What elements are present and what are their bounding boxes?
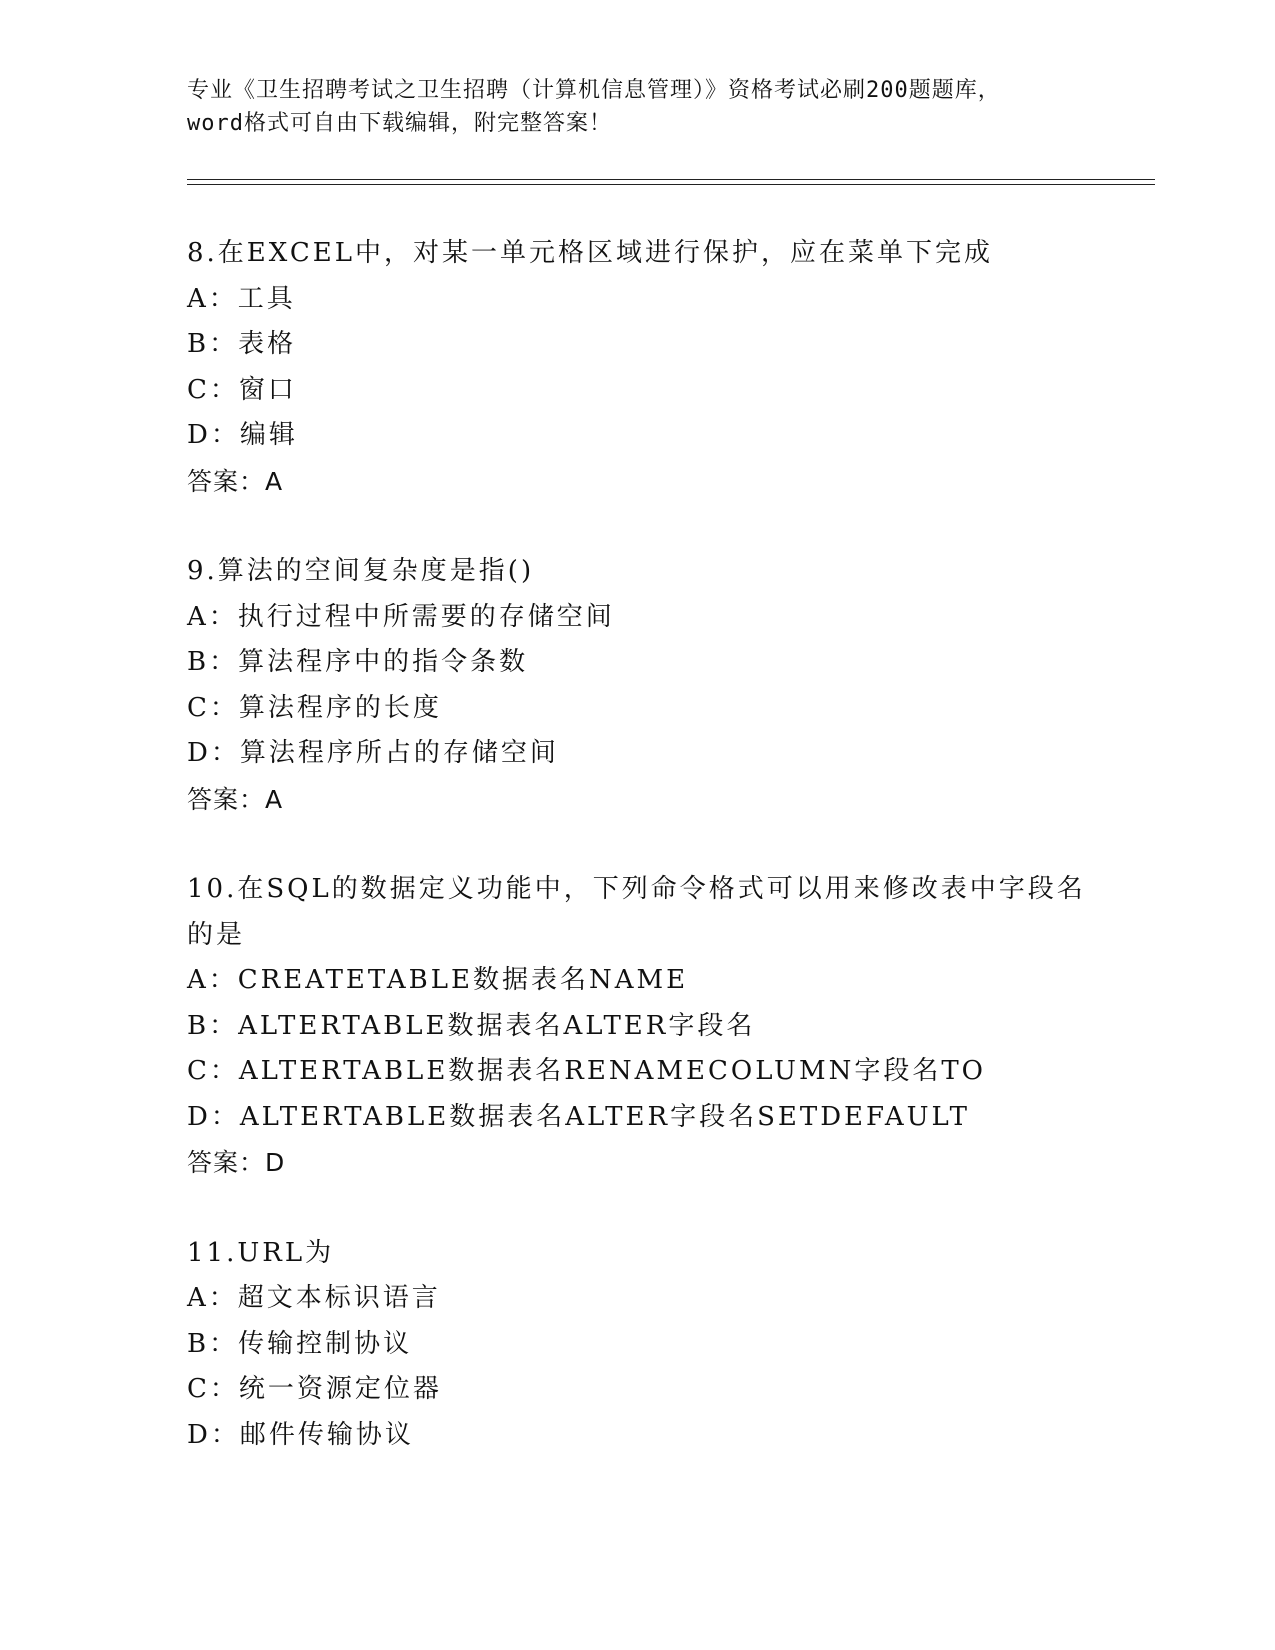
option-d: D：编辑 (187, 420, 298, 450)
question-stem: 10.在SQL的数据定义功能中，下列命令格式可以用来修改表中字段名 (187, 874, 1086, 904)
option-a: A：工具 (187, 283, 296, 314)
option-b: B：算法程序中的指令条数 (187, 647, 529, 677)
header-rule (187, 179, 1155, 180)
option-d: D：算法程序所占的存储空间 (187, 738, 559, 768)
answer-text: 答案：A (187, 784, 284, 814)
answer-text: 答案：D (187, 1148, 286, 1177)
header-line: 专业《卫生招聘考试之卫生招聘（计算机信息管理）》资格考试必刷200题题库， (187, 78, 1001, 103)
option-c: C：算法程序的长度 (187, 692, 442, 723)
option-b: B：表格 (187, 329, 297, 359)
option-a: A：超文本标识语言 (187, 1283, 441, 1313)
question-list (187, 231, 1107, 1503)
option-b: B：ALTERTABLE数据表名ALTER字段名 (187, 1010, 756, 1041)
question-10 (187, 867, 1107, 1186)
question-stem-continued: 的是 (187, 919, 246, 950)
option-d: D：邮件传输协议 (187, 1419, 414, 1450)
option-b: B：传输控制协议 (187, 1328, 413, 1359)
option-c: C：窗口 (187, 374, 297, 405)
header-line: word格式可自由下载编辑，附完整答案！ (187, 111, 612, 136)
question-stem: 11.URL为 (187, 1237, 335, 1268)
document-header (187, 74, 1087, 140)
question-stem: 9.算法的空间复杂度是指() (187, 556, 535, 586)
option-a: A：执行过程中所需要的存储空间 (187, 601, 615, 632)
answer-text: 答案：A (187, 466, 284, 496)
question-stem: 8.在EXCEL中，对某一单元格区域进行保护，应在菜单下完成 (187, 238, 993, 268)
option-c: C：统一资源定位器 (187, 1374, 442, 1404)
header-rule (187, 184, 1155, 185)
question-11 (187, 1231, 1107, 1459)
question-8 (187, 231, 1107, 504)
question-9 (187, 549, 1107, 822)
option-a: A：CREATETABLE数据表名NAME (187, 965, 689, 995)
option-d: D：ALTERTABLE数据表名ALTER字段名SETDEFAULT (187, 1101, 970, 1132)
option-c: C：ALTERTABLE数据表名RENAMECOLUMN字段名TO (187, 1056, 986, 1086)
